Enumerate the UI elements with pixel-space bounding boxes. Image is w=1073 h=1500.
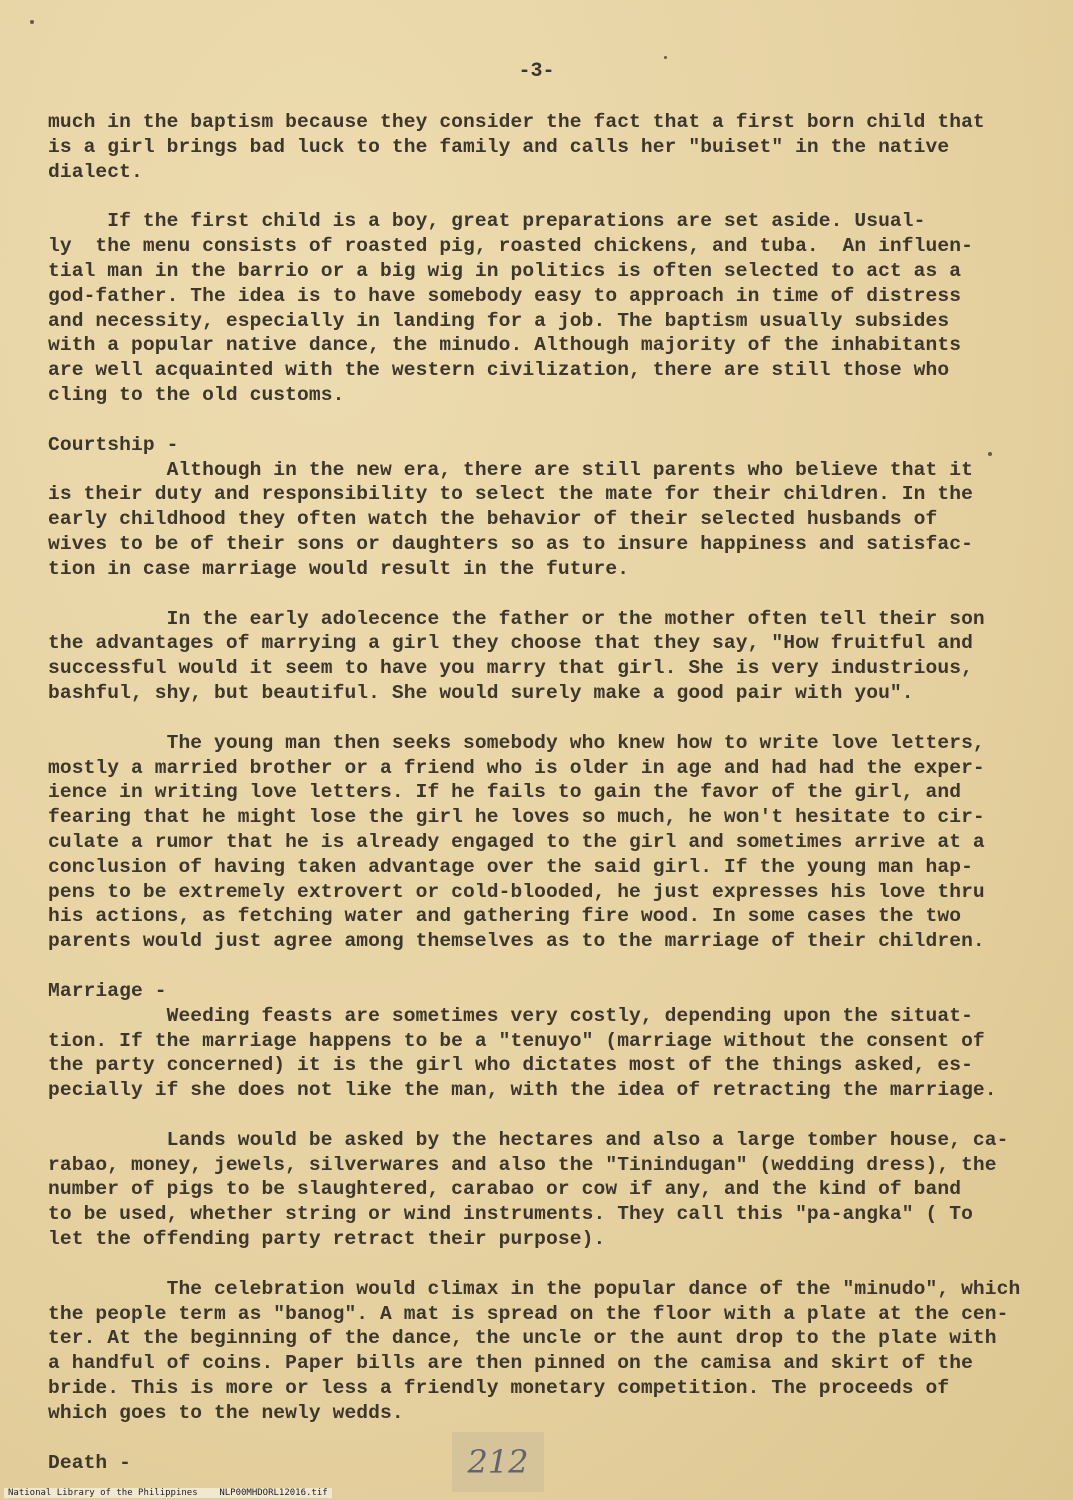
text-line: successful would it seem to have you marry that girl. She is very industrious, bbox=[48, 657, 973, 680]
text-line: If the first child is a boy, great preparations are set aside. Usual- bbox=[48, 210, 926, 233]
text-line: much in the baptism because they consider the fact that a first born child that bbox=[48, 111, 985, 133]
text-line: god-father. The idea is to have somebody easy to approach in time of distress bbox=[48, 284, 962, 307]
text-line: pens to be extremely extrovert or cold-blooded, he just expresses his love thru bbox=[48, 880, 985, 903]
text-line: The young man then seeks somebody who knew how to write love letters, bbox=[48, 731, 985, 754]
text-line: Weeding feasts are sometimes very costly, depending upon the situat- bbox=[48, 1004, 973, 1027]
text-line: pecially if she does not like the man, with the idea of retracting the marriage. bbox=[48, 1079, 997, 1102]
paragraph-gap bbox=[48, 582, 1033, 607]
text-line: the party concerned) it is the girl who dictates most of the things asked, es- bbox=[48, 1054, 973, 1077]
text-line: dialect. bbox=[48, 160, 143, 183]
text-line: with a popular native dance, the minudo. Although majority of the inhabitants bbox=[48, 334, 962, 357]
text-line: culate a rumor that he is already engaged to the girl and sometimes arrive at a bbox=[48, 830, 985, 853]
text-line: In the early adolecence the father or the mother often tell their son bbox=[48, 607, 985, 630]
text-line: is a girl brings bad luck to the family and calls her "buiset" in the native bbox=[48, 135, 950, 158]
text-line: parents would just agree among themselves as to the marriage of their children. bbox=[48, 930, 985, 953]
text-line: early childhood they often watch the behavior of their selected husbands of bbox=[48, 508, 938, 531]
paper-speck bbox=[988, 452, 992, 456]
text-line: are well acquainted with the western civilization, there are still those who bbox=[48, 359, 950, 382]
text-line: bride. This is more or less a friendly monetary competition. The proceeds of bbox=[48, 1377, 950, 1400]
paragraph-gap bbox=[48, 408, 1033, 433]
text-line: the advantages of marrying a girl they choose that they say, "How fruitful and bbox=[48, 632, 973, 655]
text-line: cling to the old customs. bbox=[48, 383, 345, 406]
text-line: mostly a married brother or a friend who is older in age and had had the exper- bbox=[48, 756, 985, 779]
text-line: fearing that he might lose the girl he loves so much, he won't hesitate to cir- bbox=[48, 806, 985, 829]
document-body bbox=[48, 110, 1033, 1475]
handwritten-page-number: 212 bbox=[452, 1432, 544, 1492]
text-line: ience in writing love letters. If he fails to gain the favor of the girl, and bbox=[48, 781, 962, 804]
section-heading: Courtship - bbox=[48, 433, 179, 456]
text-line: tion in case marriage would result in the future. bbox=[48, 557, 630, 580]
text-line: let the offending party retract their purpose). bbox=[48, 1228, 606, 1251]
text-line: a handful of coins. Paper bills are then pinned on the camisa and skirt of the bbox=[48, 1352, 973, 1375]
text-line: Although in the new era, there are still parents who believe that it bbox=[48, 458, 973, 481]
text-line: wives to be of their sons or daughters so as to insure happiness and satisfac- bbox=[48, 532, 973, 555]
paper-speck bbox=[30, 20, 34, 24]
text-line: Lands would be asked by the hectares and also a large tomber house, ca- bbox=[48, 1128, 1009, 1151]
paragraph-gap bbox=[48, 1103, 1033, 1128]
text-line: which goes to the newly wedds. bbox=[48, 1401, 404, 1424]
text-line: and necessity, especially in landing for a job. The baptism usually subsides bbox=[48, 309, 950, 332]
text-line: is their duty and responsibility to select the mate for their children. In the bbox=[48, 483, 973, 506]
text-line: bashful, shy, but beautiful. She would surely make a good pair with you". bbox=[48, 681, 914, 704]
text-line: his actions, as fetching water and gathering fire wood. In some cases the two bbox=[48, 905, 962, 928]
page-number: -3- bbox=[518, 60, 555, 83]
text-line: ter. At the beginning of the dance, the uncle or the aunt drop to the plate with bbox=[48, 1327, 997, 1350]
paragraph-gap bbox=[48, 1252, 1033, 1277]
text-line: The celebration would climax in the popular dance of the "minudo", which bbox=[48, 1277, 1021, 1300]
text-line: conclusion of having taken advantage over the said girl. If the young man hap- bbox=[48, 855, 973, 878]
text-line: the people term as "banog". A mat is spread on the floor with a plate at the cen- bbox=[48, 1302, 1009, 1325]
paragraph-gap bbox=[48, 184, 1033, 209]
text-line: rabao, money, jewels, silverwares and also the "Tinindugan" (wedding dress), the bbox=[48, 1153, 997, 1176]
paper-speck bbox=[664, 56, 667, 59]
paragraph-gap bbox=[48, 706, 1033, 731]
section-heading: Marriage - bbox=[48, 979, 167, 1002]
text-line: number of pigs to be slaughtered, carabao or cow if any, and the kind of band bbox=[48, 1178, 962, 1201]
text-line: tial man in the barrio or a big wig in politics is often selected to act as a bbox=[48, 259, 962, 282]
text-line: ly the menu consists of roasted pig, roasted chickens, and tuba. An influen- bbox=[48, 235, 973, 258]
section-heading: Death - bbox=[48, 1451, 132, 1474]
paragraph-gap bbox=[48, 954, 1033, 979]
text-line: to be used, whether string or wind instruments. They call this "pa-angka" ( To bbox=[48, 1203, 973, 1226]
archive-footer: National Library of the Philippines NLP00MHDORL12016.tif bbox=[4, 1488, 332, 1498]
text-line: tion. If the marriage happens to be a "tenuyo" (marriage without the consent of bbox=[48, 1029, 985, 1052]
